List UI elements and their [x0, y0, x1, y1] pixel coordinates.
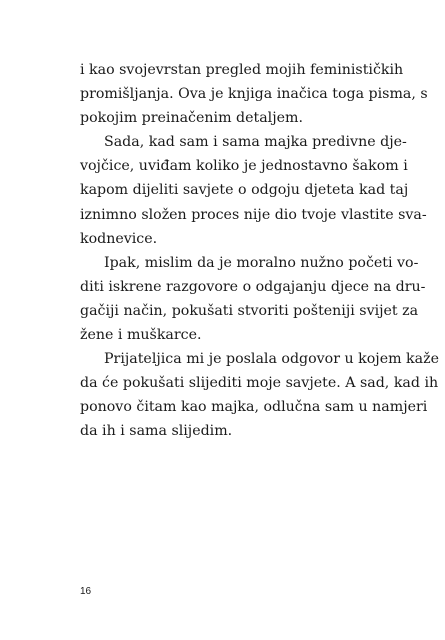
page-number: 16: [80, 586, 92, 597]
paragraph-2: [80, 130, 427, 250]
text-line: ponovo čitam kao majka, odlučna sam u namjeri: [80, 399, 428, 416]
text-line: da će pokušati slijediti moje savjete. A sad, kad ih: [80, 375, 439, 392]
text-line: iznimno složen proces nije dio tvoje vlastite sva-: [80, 206, 427, 223]
text-line: Prijateljica mi je poslala odgovor u kojem kaže: [104, 351, 439, 368]
text-line: gačiji način, pokušati stvoriti pošteniji svijet za: [80, 302, 419, 319]
text-line: pokojim preinačenim detaljem.: [80, 110, 303, 127]
text-line: Ipak, mislim da je moralno nužno početi vo-: [104, 254, 419, 271]
paragraph-1: [80, 58, 428, 130]
text-line: i kao svojevrstan pregled mojih feminističkih: [80, 62, 404, 78]
text-line: kapom dijeliti savjete o odgoju djeteta kad taj: [80, 182, 409, 199]
text-line: Sada, kad sam i sama majka predivne dje-: [104, 134, 407, 151]
text-line: da ih i sama slijedim.: [80, 423, 233, 440]
text-line: vojčice, uviđam koliko je jednostavno šakom i: [80, 158, 408, 175]
text-line: diti iskrene razgovore o odgajanju djece na dru-: [80, 278, 426, 295]
body-text: [80, 58, 439, 444]
paragraph-4: [80, 347, 439, 443]
text-line: žene i muškarce.: [80, 327, 202, 344]
paragraph-3: [80, 251, 426, 347]
text-line: promišljanja. Ova je knjiga inačica toga pisma, s: [80, 86, 428, 103]
text-line: kodnevice.: [80, 230, 158, 247]
